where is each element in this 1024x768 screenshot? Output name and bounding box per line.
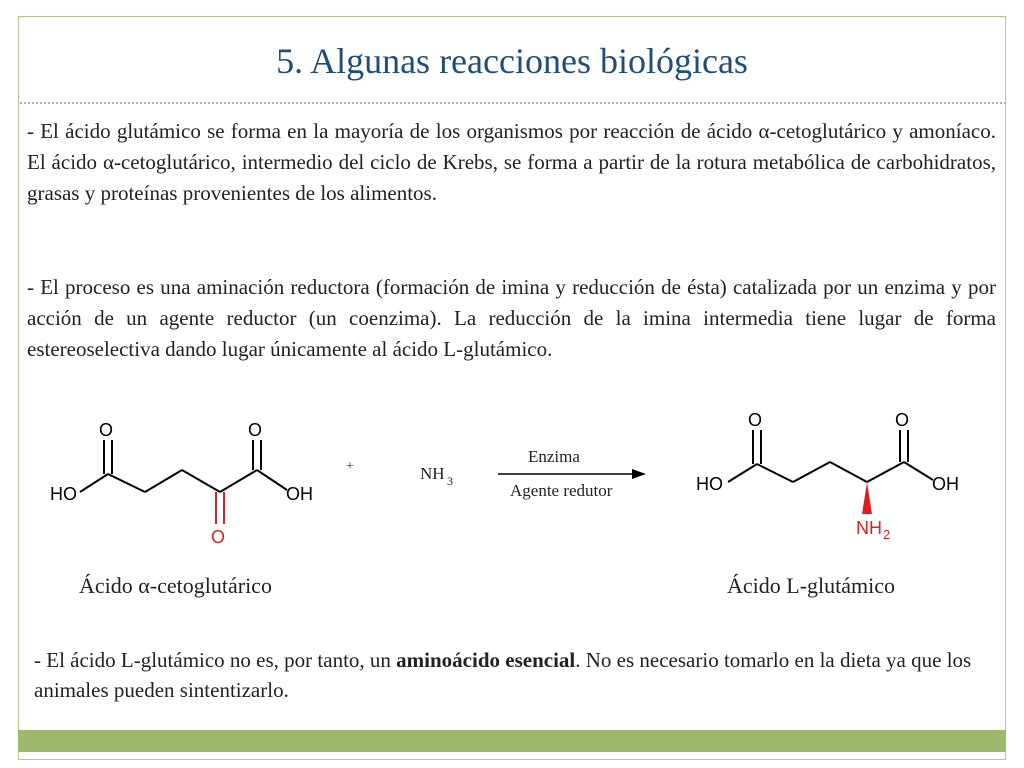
ammonia-subscript: 3 bbox=[447, 474, 453, 488]
footer-bar bbox=[18, 730, 1006, 752]
reaction-arrow bbox=[498, 469, 646, 479]
product-oh: OH bbox=[932, 474, 959, 494]
paragraph-essential-end: . No es necesario tomarlo en la dieta ya que los animales pueden sintentizarlo. bbox=[34, 648, 972, 702]
paragraph-essential-start: - El ácido L-glutámico no es, por tanto, un bbox=[34, 648, 397, 672]
plus-sign: + bbox=[346, 459, 354, 474]
product-oxygen-1: O bbox=[748, 410, 763, 430]
paragraph-essential bbox=[34, 645, 999, 705]
reactant-ho: HO bbox=[50, 484, 77, 504]
product-amine-subscript: 2 bbox=[883, 527, 891, 542]
reactant-oxygen-2: O bbox=[248, 420, 263, 440]
ammonia-label: NH bbox=[420, 464, 445, 483]
arrow-label-reductant: Agente redutor bbox=[510, 481, 613, 500]
product-ho: HO bbox=[696, 474, 723, 494]
reactant-oxygen-1: O bbox=[99, 420, 114, 440]
alpha-ketoglutaric-structure bbox=[80, 440, 287, 524]
product-oxygen-2: O bbox=[895, 410, 910, 430]
arrow-label-enzyme: Enzima bbox=[528, 447, 580, 466]
reactant-name: Ácido α-cetoglutárico bbox=[79, 573, 272, 598]
essential-amino-acid-term: aminoácido esencial bbox=[396, 648, 576, 672]
reactant-oh: OH bbox=[286, 484, 313, 504]
paragraph-formation: - El ácido glutámico se forma en la mayoría de los organismos por reacción de ácido α-cetoglutárico y amoníaco. El ácido α-cetoglutárico, intermedio del ciclo de Krebs, se forma a partir de la rotura metabólica de carbohidratos, grasas y proteínas provenientes de los alimentos. bbox=[27, 119, 996, 205]
product-name: Ácido L-glutámico bbox=[727, 573, 896, 598]
product-amine: NH bbox=[856, 518, 882, 538]
reactant-keto-oxygen: O bbox=[211, 527, 226, 547]
slide-title: 5. Algunas reacciones biológicas bbox=[276, 41, 748, 81]
stereo-wedge-bond bbox=[862, 482, 872, 514]
l-glutamic-structure bbox=[728, 430, 933, 482]
paragraph-process: - El proceso es una aminación reductora (formación de imina y reducción de ésta) catalizada por un enzima y por acción de un agente reductor (un coenzima). La reducción de la imina intermedia tiene lugar de forma estereoselectiva dando lugar únicamente al ácido L-glutámico. bbox=[27, 275, 996, 361]
